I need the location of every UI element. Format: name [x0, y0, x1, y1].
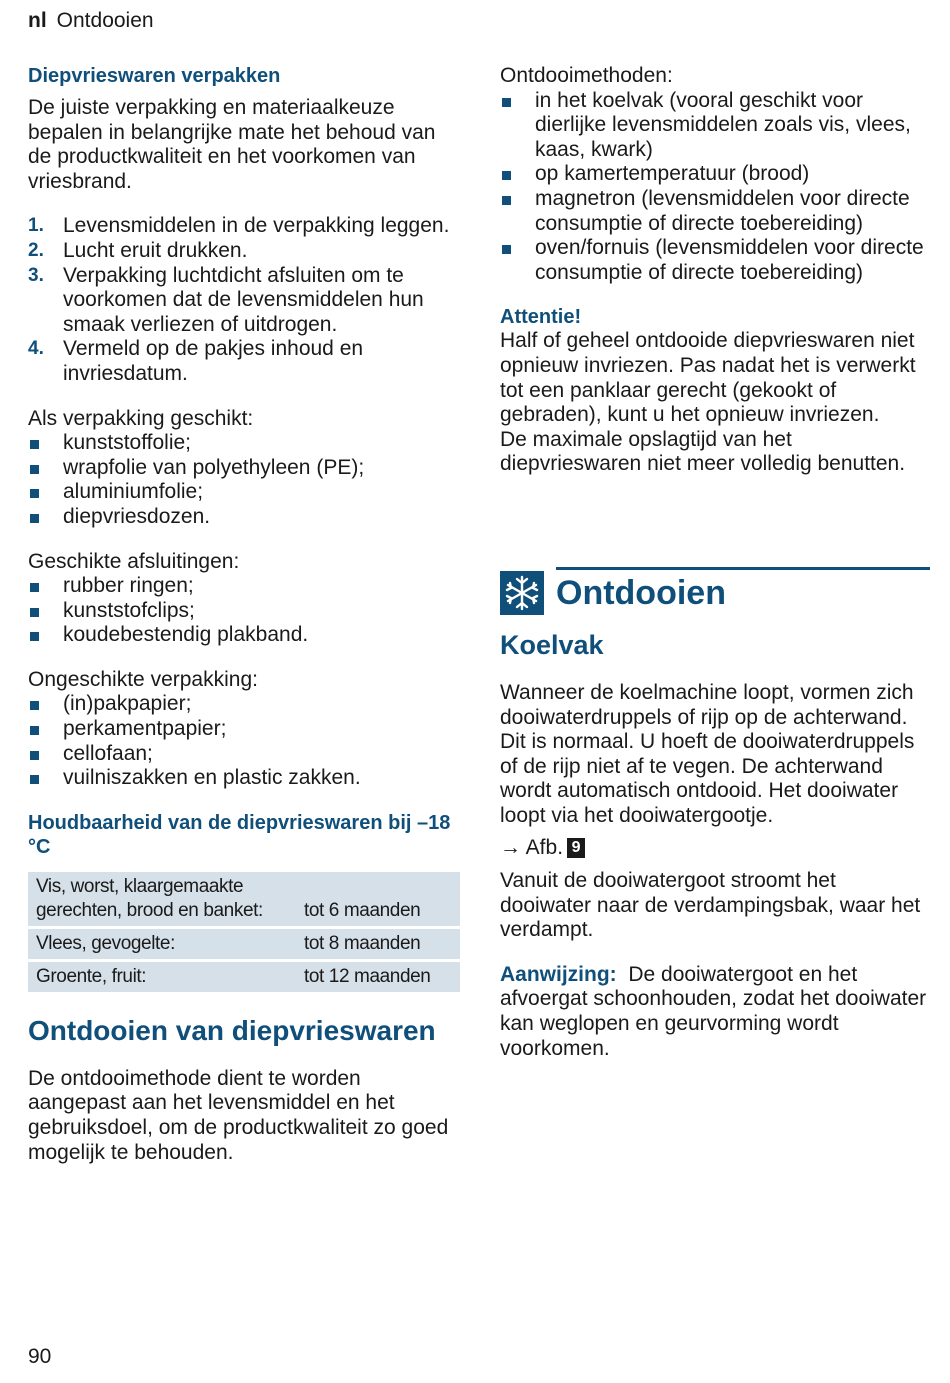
- closures-list: [28, 574, 460, 648]
- pack-intro: De juiste verpakking en materiaalkeuze bepalen in belangrijke mate het behoud van de productkwaliteit en het voorkomen van vriesbrand.: [28, 96, 436, 193]
- snowflake-icon: [500, 571, 544, 615]
- step-item: [28, 337, 460, 386]
- methods-label: Ontdooimethoden:: [500, 64, 673, 87]
- list-item: [28, 574, 460, 599]
- list-item-text: kunststoffolie;: [63, 431, 192, 455]
- table-row: [28, 962, 460, 992]
- unsuitable-label: Ongeschikte verpakking:: [28, 667, 258, 691]
- bullet-icon: [30, 775, 39, 784]
- note-text: De dooiwatergoot en het afvoergat schoonhouden, zodat het dooiwater kan weglopen en geurvorming wordt voorkomen.: [500, 962, 927, 1060]
- koelvak-heading: Koelvak: [500, 629, 604, 660]
- bullet-icon: [30, 583, 39, 592]
- list-item-text: magnetron (levensmiddelen voor directe consumptie of directe toebereiding): [535, 186, 910, 235]
- bullet-icon: [30, 465, 39, 474]
- list-item-text: oven/fornuis (levensmiddelen voor directe consumptie of directe toebereiding): [535, 236, 924, 284]
- list-item: [28, 431, 460, 456]
- list-item: [28, 623, 460, 648]
- koelvak-text: Wanneer de koelmachine loopt, vormen zich dooiwaterdruppels of rijp op de achterwand. Dit is normaal. U hoeft de dooiwaterdruppels of de rijp niet af te vegen. De achterwand wordt automatisch ontdooid. Het dooiwater loopt via het dooiwatergootje.: [500, 680, 915, 827]
- figure-number: 9: [567, 838, 585, 858]
- list-item-text: wrapfolie van polyethyleen (PE);: [63, 455, 365, 479]
- right-column: [500, 64, 930, 1061]
- figure-reference: [500, 836, 930, 861]
- bullet-icon: [30, 751, 39, 760]
- section-rule: [556, 567, 930, 570]
- list-item: [28, 742, 460, 767]
- closures-label: Geschikte afsluitingen:: [28, 549, 240, 573]
- step-text: Levensmiddelen in de verpakking leggen.: [63, 214, 450, 238]
- shelf-life-table: [28, 869, 460, 995]
- table-cell-duration: tot 12 maanden: [296, 962, 460, 992]
- thaw-intro: De ontdooimethode dient te worden aangepast aan het levensmiddel en het gebruiksdoel, om de productkwaliteit zo goed mogelijk te behouden.: [28, 1066, 449, 1164]
- bullet-icon: [30, 489, 39, 498]
- list-item-text: in het koelvak (vooral geschikt voor dierlijke levensmiddelen zoals vis, vlees, kaas, kwark): [535, 88, 911, 161]
- list-item-text: aluminiumfolie;: [63, 480, 204, 504]
- bullet-icon: [502, 196, 511, 205]
- table-row: [28, 872, 460, 926]
- page-number: 90: [28, 1345, 52, 1368]
- bullet-icon: [502, 245, 511, 254]
- drain-text: Vanuit de dooiwatergoot stroomt het dooiwater naar de verdampingsbak, waar het verdampt.: [500, 869, 921, 942]
- attention-text-1: Half of geheel ontdooide diepvrieswaren niet opnieuw invriezen. Pas nadat het is verwerkt tot een panklaar gerecht (gekookt of gebraden), kunt u het opnieuw invriezen.: [500, 329, 916, 427]
- list-item-text: koudebestendig plakband.: [63, 623, 309, 647]
- bullet-icon: [30, 514, 39, 523]
- bullet-icon: [30, 440, 39, 449]
- step-number: 1.: [28, 215, 44, 237]
- note-label: Aanwijzing:: [500, 962, 617, 986]
- list-item: [28, 480, 460, 505]
- shelf-life-heading: Houdbaarheid van de diepvrieswaren bij –18 °C: [28, 811, 451, 858]
- step-item: [28, 239, 460, 264]
- methods-list: [500, 89, 930, 286]
- left-column: [28, 64, 460, 1165]
- step-number: 2.: [28, 239, 44, 261]
- step-item: [28, 214, 460, 239]
- bullet-icon: [30, 701, 39, 710]
- page-header: [28, 9, 154, 33]
- list-item-text: vuilniszakken en plastic zakken.: [63, 766, 361, 790]
- table-row: [28, 929, 460, 959]
- bullet-icon: [30, 726, 39, 735]
- list-item: [28, 599, 460, 624]
- list-item-text: op kamertemperatuur (brood): [535, 162, 810, 186]
- table-cell-item: Vis, worst, klaargemaakte gerechten, brood en banket:: [28, 872, 296, 926]
- list-item-text: kunststofclips;: [63, 598, 195, 622]
- section-title: Ontdooien: [556, 573, 726, 612]
- step-item: [28, 264, 460, 338]
- table-cell-duration: tot 6 maanden: [296, 872, 460, 926]
- bullet-icon: [30, 632, 39, 641]
- list-item-text: diepvriesdozen.: [63, 504, 211, 528]
- section-title-block: [500, 567, 930, 617]
- list-item-text: perkamentpapier;: [63, 717, 227, 741]
- step-text: Lucht eruit drukken.: [63, 238, 248, 262]
- list-item: [500, 236, 930, 285]
- list-item: [28, 692, 460, 717]
- step-number: 4.: [28, 338, 44, 360]
- list-item: [28, 766, 460, 791]
- list-item-text: (in)pakpapier;: [63, 692, 192, 716]
- list-item: [28, 505, 460, 530]
- list-item: [500, 89, 930, 163]
- bullet-icon: [30, 608, 39, 617]
- list-item: [28, 717, 460, 742]
- list-item: [500, 162, 930, 187]
- bullet-icon: [502, 171, 511, 180]
- thaw-heading: Ontdooien van diepvrieswaren: [28, 1014, 436, 1046]
- list-item-text: cellofaan;: [63, 741, 153, 765]
- pack-steps: [28, 214, 460, 386]
- table-cell-item: Vlees, gevogelte:: [28, 929, 296, 959]
- language-code: nl: [28, 9, 47, 32]
- bullet-icon: [502, 98, 511, 107]
- figure-reference-label: → Afb.: [500, 836, 564, 860]
- step-text: Vermeld op de pakjes inhoud en invriesdatum.: [63, 337, 364, 385]
- suitable-label: Als verpakking geschikt:: [28, 406, 254, 430]
- step-text: Verpakking luchtdicht afsluiten om te voorkomen dat de levensmiddelen hun smaak verliezen of uitdrogen.: [63, 263, 424, 336]
- attention-text-2: De maximale opslagtijd van het diepvrieswaren niet meer volledig benutten.: [500, 427, 906, 476]
- table-cell-item: Groente, fruit:: [28, 962, 296, 992]
- step-number: 3.: [28, 264, 44, 286]
- suitable-list: [28, 431, 460, 529]
- pack-heading: Diepvrieswaren verpakken: [28, 65, 281, 87]
- list-item-text: rubber ringen;: [63, 574, 194, 598]
- list-item: [500, 187, 930, 236]
- list-item: [28, 456, 460, 481]
- attention-heading: Attentie!: [500, 306, 582, 329]
- note: [500, 963, 930, 1061]
- unsuitable-list: [28, 692, 460, 790]
- table-cell-duration: tot 8 maanden: [296, 929, 460, 959]
- header-title: Ontdooien: [56, 9, 154, 32]
